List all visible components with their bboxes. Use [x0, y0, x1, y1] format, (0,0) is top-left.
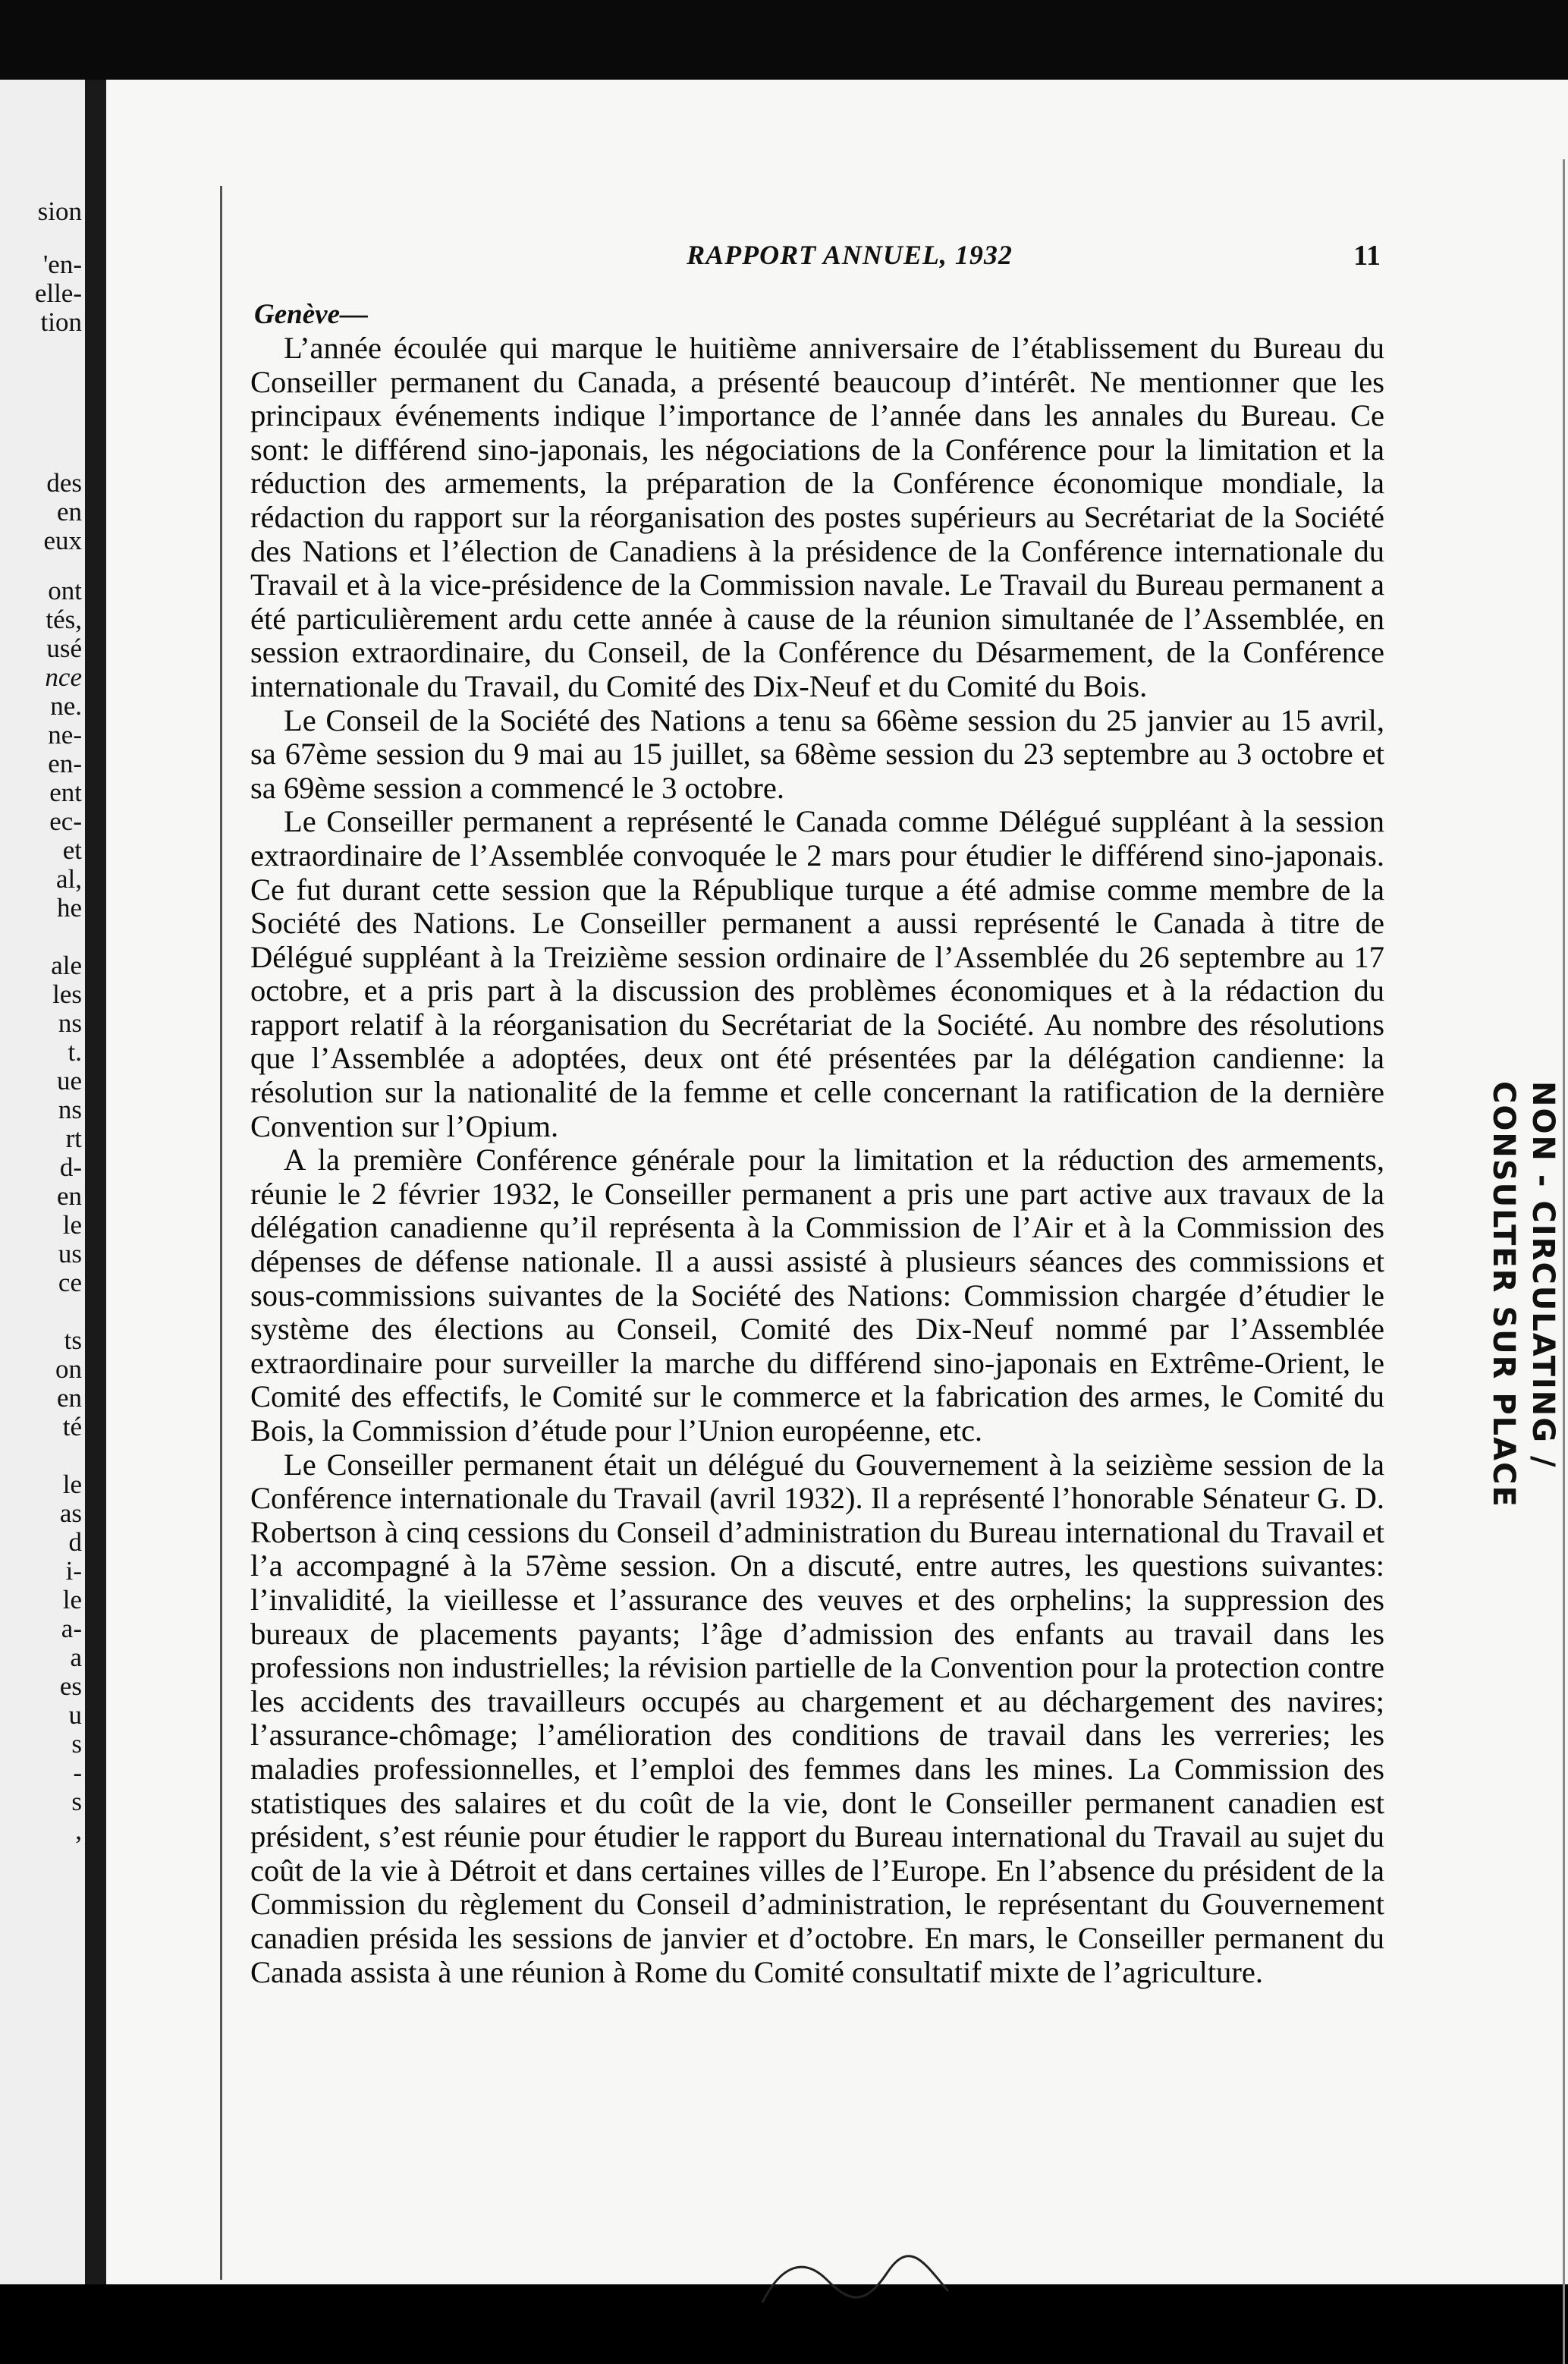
previous-page-fragment: ue — [56, 1066, 82, 1096]
scan-top-border — [0, 0, 1568, 80]
previous-page-fragment: nce — [45, 662, 82, 692]
previous-page-fragment: ont — [48, 576, 82, 605]
previous-page-fragment: on — [55, 1354, 82, 1384]
previous-page-fragment: a- — [61, 1614, 82, 1643]
paragraph: Le Conseil de la Société des Nations a tenu sa 66ème session du 25 janvier au 15 avril, sa 67ème session du 9 mai au 15 juillet, sa 68ème session du 23 septembre au 3 octobre et sa 69ème session a commencé le 3 octobre. — [250, 703, 1384, 805]
previous-page-fragment: eux — [43, 526, 82, 555]
previous-page-fragment: rt — [65, 1124, 82, 1153]
previous-page-fragment: tion — [40, 307, 82, 337]
page-number: 11 — [1353, 240, 1381, 272]
paragraph: L’année écoulée qui marque le huitième anniversaire de l’établissement du Bureau du Conseiller permanent du Canada, a présenté beaucoup d’intérêt. Ne mentionner que les principaux événements indique l’importance de l’année dans les annales du Bureau. Ce sont: le différend sino-japonais, les négociations de la Conférence pour la limitation et la réduction des armements, la préparation de la Conférence économique mondiale, la rédaction du rapport sur la réorganisation des postes supérieurs au Secrétariat de la Société des Nations et l’élection de Canadiens à la présidence de la Conférence internationale du Travail et à la vice-présidence de la Commission navale. Le Travail du Bureau permanent a été particulièrement ardu cette année à cause de la réunion simultanée de l’Assemblée, en session extraordinaire, du Conseil, de la Conférence du Désarmement, de la Conférence internationale du Travail, du Comité des Dix-Neuf et du Comité du Bois. — [250, 331, 1384, 703]
previous-page-fragment: t. — [68, 1037, 82, 1067]
paragraph: Le Conseiller permanent a représenté le Canada comme Délégué suppléant à la session extraordinaire de l’Assemblée convoquée le 2 mars pour étudier le différend sino-japonais. Ce fut durant cette session que la République turque a été admise comme membre de la Société des Nations. Le Conseiller permanent a aussi représenté le Canada à titre de Délégué suppléant à la Treizième session ordinaire de l’Assemblée du 26 septembre au 17 octobre, et a pris part à la discussion des problèmes économiques et à la rédaction du rapport relatif à la réorganisation du Secrétariat de la Société. Au nombre des résolutions que l’Assemblée a adoptées, deux ont été présentées par la délégation candienne: la résolution sur la nationalité de la femme et celle concernant la ratification de la dernière Convention sur l’Opium. — [250, 804, 1384, 1143]
previous-page-fragment: ts — [64, 1325, 82, 1355]
previous-page-fragment: sion — [37, 196, 82, 226]
previous-page-fragment: le — [62, 1585, 82, 1614]
previous-page-fragment: he — [56, 893, 82, 923]
paragraph: Le Conseiller permanent était un délégué du Gouvernement à la seizième session de la Conférence internationale du Travail (avril 1932). Il a représenté l’honorable Sénateur G. D. Robertson à cinq cessions du Conseil d’administration du Bureau international du Travail et l’a accompagné à la 57ème session. On a discuté, entre autres, les questions suivantes: l’invalidité, la vieillesse et l’assurance des veuves et des orphelins; la suppression des bureaux de placements payants; l’âge d’admission des enfants au travail dans les professions non industrielles; la révision partielle de la Convention pour la protection contre les accidents des travailleurs occupés au chargement et au déchargement des navires; l’assurance-chômage; l’amélioration des conditions de travail dans les verreries; les maladies professionnelles, et l’emploi des femmes dans les mines. La Commission des statistiques des salaires et du coût de la vie, dont le Conseiller permanent canadien est président, s’est réunie pour étudier le rapport du Bureau international du Travail au sujet du coût de la vie à Détroit et dans certaines villes de l’Europe. En l’absence du président de la Commission du règlement du Conseil d’administration, le représentant du Gouvernement canadien présida les sessions de janvier et d’octobre. En mars, le Conseiller permanent du Canada assista à une réunion à Rome du Comité consultatif mixte de l’agriculture. — [250, 1447, 1384, 1989]
previous-page-fragment: ns — [58, 1095, 82, 1124]
previous-page-fragment: ent — [49, 778, 82, 807]
previous-page-fragment: ns — [58, 1008, 82, 1038]
previous-page-fragment: les — [52, 979, 82, 1009]
page — [106, 80, 1568, 2284]
previous-page-fragment: i- — [65, 1556, 82, 1586]
previous-page-fragment: d- — [59, 1152, 82, 1182]
previous-page-fragment: 'en- — [43, 250, 82, 279]
previous-page-fragment: elle- — [34, 278, 82, 308]
previous-page-fragment: a — [70, 1643, 82, 1672]
previous-page-fragment: us — [58, 1239, 82, 1268]
section-heading: Genève— — [254, 299, 368, 330]
previous-page-fragment: al, — [55, 864, 82, 894]
library-stamp — [1479, 1081, 1563, 1506]
stamp-line-2: CONSULTER SUR PLACE — [1486, 1081, 1521, 1508]
handwritten-mark — [759, 2249, 956, 2310]
body-text — [250, 332, 1384, 1989]
previous-page-fragment: as — [59, 1498, 82, 1528]
previous-page-fragment: ne- — [48, 720, 82, 750]
previous-page-fragment: ale — [51, 951, 82, 980]
previous-page-fragment: en — [56, 1383, 82, 1413]
page-margin-rule — [220, 186, 222, 2280]
running-title: RAPPORT ANNUEL, 1932 — [687, 240, 1013, 270]
previous-page-fragment: , — [75, 1815, 82, 1845]
previous-page-fragment: es — [59, 1671, 82, 1701]
stamp-line-1: NON - CIRCULATING / — [1526, 1081, 1560, 1469]
previous-page-fragment: en- — [48, 749, 82, 778]
previous-page-fragment: u — [68, 1700, 82, 1730]
previous-page-fragment: ec- — [49, 806, 82, 836]
previous-page-fragment: - — [73, 1758, 82, 1787]
previous-page-fragment: usé — [46, 633, 82, 663]
previous-page-fragment: ne. — [50, 691, 82, 721]
previous-page-fragment: en — [56, 497, 82, 527]
previous-page-fragment: s — [71, 1787, 82, 1816]
previous-page-fragment: en — [56, 1181, 82, 1211]
book-gutter — [85, 80, 106, 2284]
previous-page-fragment: tés, — [46, 605, 82, 634]
previous-page-fragment: et — [62, 835, 82, 865]
previous-page-fragment: d — [68, 1527, 82, 1557]
previous-page-fragment: té — [62, 1412, 82, 1441]
previous-page-fragment: des — [46, 468, 82, 498]
previous-page-fragment: le — [62, 1210, 82, 1240]
previous-page-fragment: le — [62, 1470, 82, 1499]
previous-page-fragment: s — [71, 1729, 82, 1759]
page-right-edge — [1563, 159, 1565, 2364]
previous-page-fragment: ce — [58, 1268, 82, 1297]
paragraph: A la première Conférence générale pour la limitation et la réduction des armements, réunie le 2 février 1932, le Conseiller permanent a pris une part active aux travaux de la délégation canadienne qu’il représenta à la Commission de l’Air et à la Commission des dépenses de défense nationale. Il a aussi assisté à plusieurs séances des commissions et sous-commissions suivantes de la Société des Nations: Commission chargée d’étudier le système des élections au Conseil, Comité des Dix-Neuf nommé par l’Assemblée extraordinaire pour surveiller la marche du différend sino-japonais en Extrême-Orient, le Comité des effectifs, le Comité sur le commerce et la fabrication des armes, le Comité du Bois, la Commission d’étude pour l’Union européenne, etc. — [250, 1143, 1384, 1448]
previous-page-edge — [0, 80, 85, 2284]
running-header — [357, 239, 1381, 284]
